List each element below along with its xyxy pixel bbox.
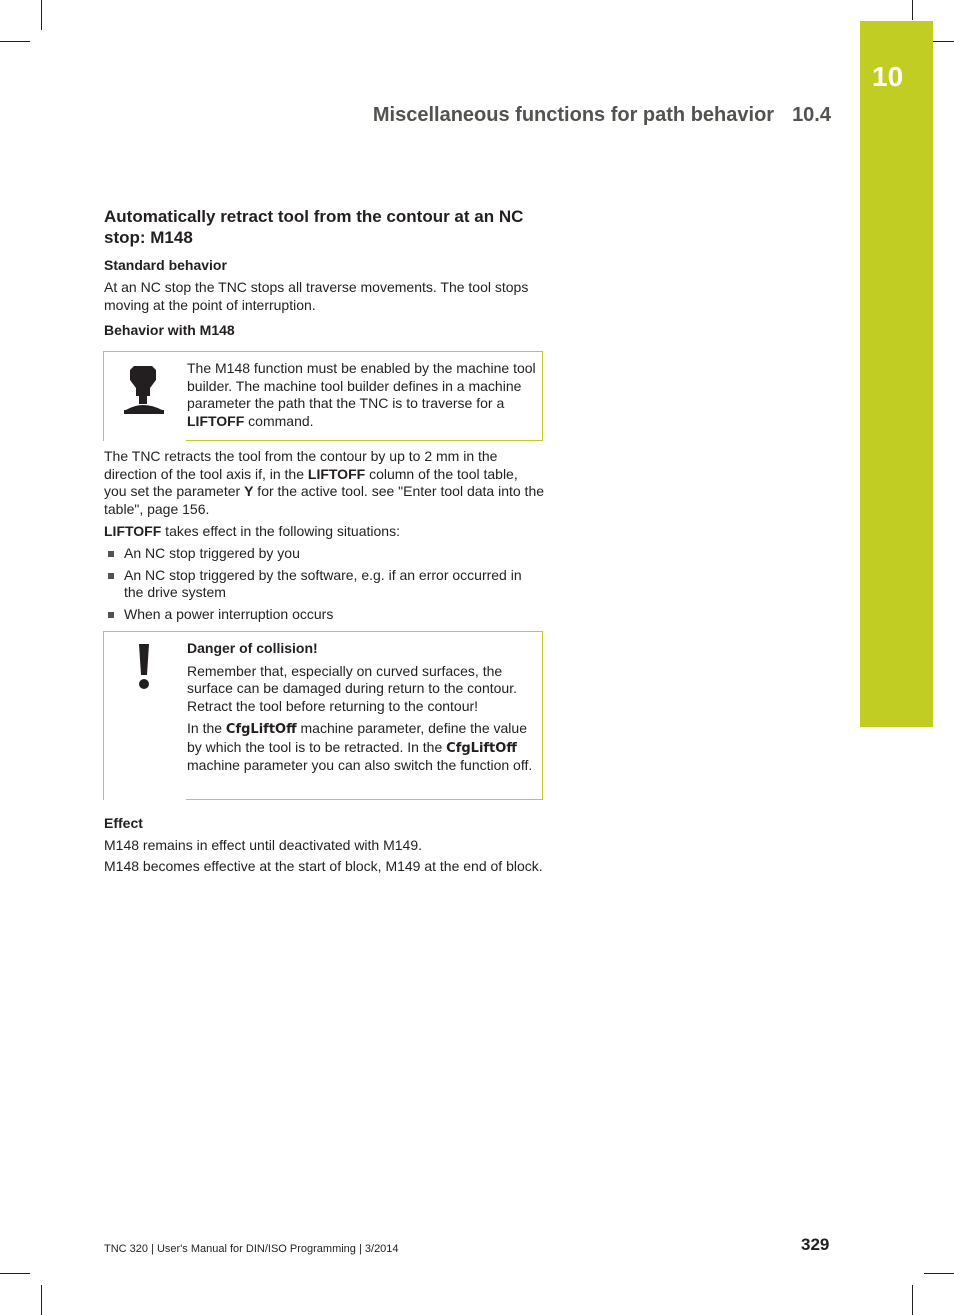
crop-mark bbox=[912, 1285, 913, 1315]
crop-mark bbox=[924, 1273, 954, 1274]
machine-tool-icon bbox=[122, 364, 166, 416]
machine-note-box bbox=[103, 351, 543, 441]
list-item: An NC stop triggered by you bbox=[104, 545, 544, 563]
list-item: When a power interruption occurs bbox=[104, 606, 544, 624]
crop-mark bbox=[41, 1285, 42, 1315]
effect-text-2: M148 becomes effective at the start of block, M149 at the end of block. bbox=[104, 858, 543, 874]
page-number: 329 bbox=[801, 1235, 830, 1254]
crop-mark bbox=[912, 0, 913, 20]
behavior-m148-heading: Behavior with M148 bbox=[104, 322, 235, 338]
effect-text-1: M148 remains in effect until deactivated with M149. bbox=[104, 837, 423, 853]
machine-note-text: The M148 function must be enabled by the machine tool builder. The machine tool builder defines in a machine parameter the path that the TNC is to traverse for a LIFTOFF command. bbox=[187, 360, 536, 429]
footer-text: TNC 320 | User's Manual for DIN/ISO Programming | 3/2014 bbox=[104, 1243, 399, 1255]
standard-behavior-heading: Standard behavior bbox=[104, 257, 227, 273]
warning-title: Danger of collision! bbox=[187, 640, 318, 656]
running-header bbox=[373, 104, 831, 127]
running-header-section: 10.4 bbox=[792, 104, 831, 126]
chapter-tab bbox=[860, 21, 933, 727]
list-item: An NC stop triggered by the software, e.g. if an error occurred in the drive system bbox=[104, 567, 544, 602]
situations-list bbox=[104, 545, 544, 627]
liftoff-keyword: LIFTOFF bbox=[187, 412, 245, 429]
crop-mark bbox=[0, 1273, 30, 1274]
chapter-number: 10 bbox=[872, 61, 904, 92]
warning-text: Remember that, especially on curved surfaces, the surface can be damaged during return to the contour. Retract the tool before returning to the contour! bbox=[187, 662, 517, 714]
effect-heading: Effect bbox=[104, 815, 143, 831]
crop-mark bbox=[0, 41, 30, 42]
exclamation-icon bbox=[136, 644, 152, 690]
section-title: Automatically retract tool from the contour at an NC stop: M148 bbox=[104, 207, 524, 247]
standard-behavior-text: At an NC stop the TNC stops all traverse movements. The tool stops moving at the point of interruption. bbox=[104, 279, 529, 313]
liftoff-situations-intro: LIFTOFF takes effect in the following situations: bbox=[104, 523, 400, 539]
warning-content bbox=[187, 640, 537, 775]
warning-cfgliftoff-text: In the CfgLiftOff machine parameter, define the value by which the tool is to be retracted. In the CfgLiftOff machine parameter you can also switch the function off. bbox=[187, 720, 533, 773]
liftoff-description: The TNC retracts the tool from the contour by up to 2 mm in the direction of the tool axis if, in the LIFTOFF column of the tool table, you set the parameter Y for the active tool. see "Enter tool data into the table", page 156. bbox=[104, 448, 545, 517]
crop-mark bbox=[41, 0, 42, 30]
running-header-title: Miscellaneous functions for path behavior bbox=[372, 104, 775, 126]
warning-box bbox=[103, 631, 543, 800]
